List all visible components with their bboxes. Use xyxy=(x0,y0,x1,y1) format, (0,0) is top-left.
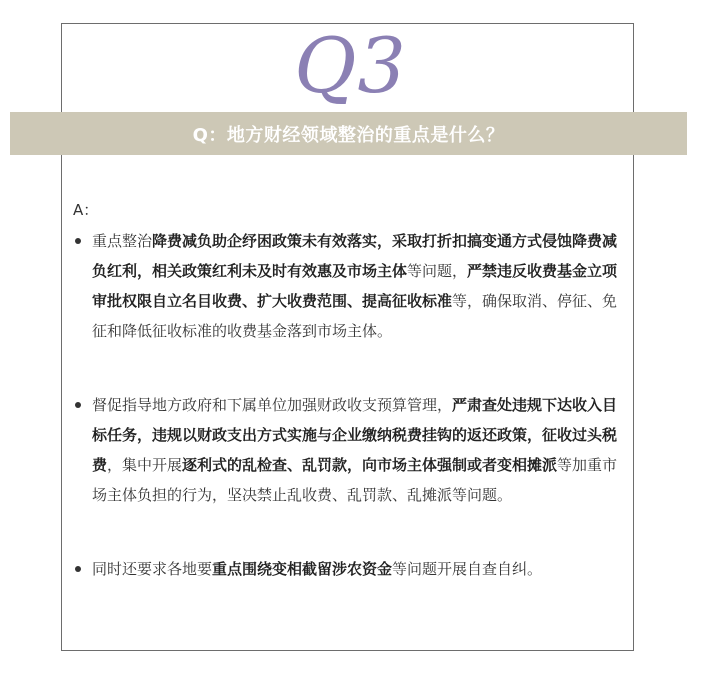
list-item xyxy=(72,390,628,510)
item-segment-bold: 逐利式的乱检查、乱罚款，向市场主体强制或者变相摊派 xyxy=(182,456,558,474)
answer-label: A： xyxy=(73,201,99,219)
item-segment: 等，确保取消、停征、免征和降低征收标准的收费基金落到市场主体。 xyxy=(92,292,618,340)
item-segment: ，集中开展 xyxy=(107,456,183,474)
item-segment-bold: 严禁违反收费基金立项审批权限自立名目收费、扩大收费范围、提高征收标准 xyxy=(92,262,618,310)
bullet-icon xyxy=(75,566,81,572)
item-segment: 重点整治 xyxy=(92,232,153,250)
answer-list xyxy=(72,226,628,584)
item-segment-bold: 重点围绕变相截留涉农资金 xyxy=(212,560,393,578)
item-segment: 等加重市场主体负担的行为，坚决禁止乱收费、乱罚款、乱摊派等问题。 xyxy=(92,456,618,504)
bullet-icon xyxy=(75,238,81,244)
item-segment: 等问题， xyxy=(407,262,468,280)
item-segment: 同时还要求各地要 xyxy=(92,560,213,578)
question-number: Q3 xyxy=(294,21,407,110)
item-segment: 督促指导地方政府和下属单位加强财政收支预算管理， xyxy=(92,396,453,414)
list-item xyxy=(72,554,628,584)
bullet-icon xyxy=(75,402,81,408)
item-segment-bold: 严肃查处违规下达收入目标任务，违规以财政支出方式实施与企业缴纳税费挂钩的返还政策，征收过头税费 xyxy=(92,396,618,474)
question-text: Q：地方财经领域整治的重点是什么？ xyxy=(192,124,505,146)
list-item xyxy=(72,226,628,346)
item-segment: 等问题开展自查自纠。 xyxy=(392,560,543,578)
item-segment-bold: 降费减负助企纾困政策未有效落实，采取打折扣搞变通方式侵蚀降费减负红利，相关政策红利未及时有效惠及市场主体 xyxy=(92,232,618,280)
question-banner xyxy=(10,112,687,155)
